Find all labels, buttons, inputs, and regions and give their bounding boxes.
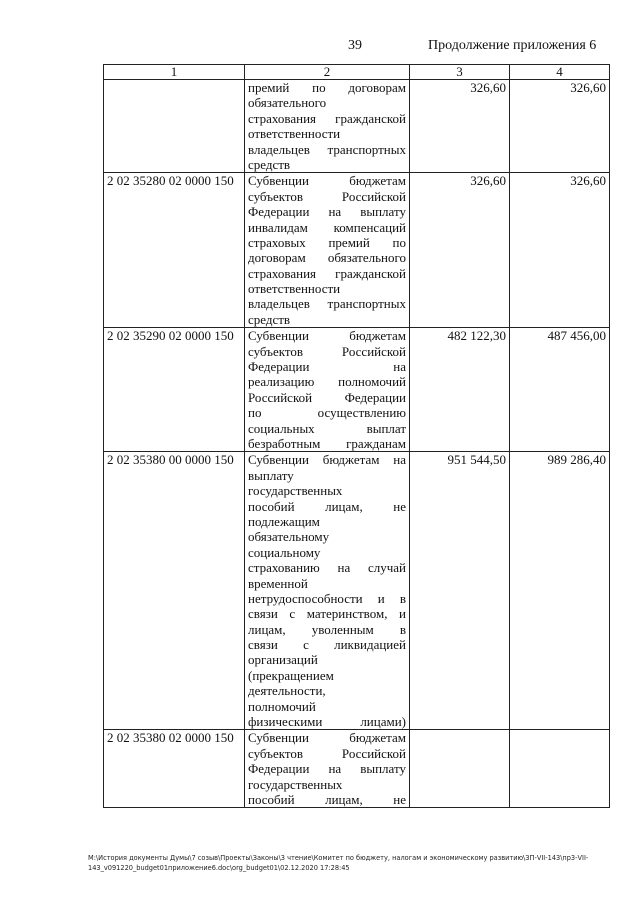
description-line: пособий лицам, не [248,791,406,807]
amount-col4-cell: 487 456,00 [510,328,610,452]
description-line: субъектов Российской [248,343,406,359]
budget-code-cell: 2 02 35290 02 0000 150 [104,328,245,452]
table-header-row [104,65,610,80]
description-cell [245,328,410,452]
description-line: ответственности [248,126,341,142]
description-line: Субвенции бюджетам [248,730,406,746]
description-line: по осуществлению [248,405,406,421]
description-line: связи с ликвидацией [248,637,406,653]
description-line: владельцев транспортных [248,296,406,312]
description-line: Субвенции бюджетам [248,173,406,189]
description-line: средств [248,311,291,327]
description-line: выплату [248,467,294,483]
description-line: государственных [248,776,343,792]
description-line: владельцев транспортных [248,141,406,157]
description-line: Федерации на выплату [248,204,406,220]
table-row [104,328,610,452]
description-line: полномочий [248,698,316,714]
amount-col3-cell: 482 122,30 [410,328,510,452]
column-header: 2 [245,65,410,80]
description-line: реализацию полномочий [248,374,406,390]
description-line: Федерации на выплату [248,761,406,777]
budget-code-cell [104,80,245,173]
table-body [104,80,610,808]
description-line: инвалидам компенсаций [248,219,406,235]
description-line: социальных выплат [248,420,406,436]
table-row [104,80,610,173]
description-line: Российской Федерации [248,389,406,405]
continuation-note: Продолжение приложения 6 [428,38,597,53]
description-cell [245,730,410,808]
description-line: лицам, уволенным в [248,621,406,637]
description-line: государственных [248,483,343,499]
description-line: Федерации на [248,359,406,375]
description-line: обязательного [248,95,327,111]
footer-line: M:\История документы Думы\7 созыв\Проекты\Законы\3 чтение\Комитет по бюджету, налогам и экономическому развитию\ЗП-VII-143\пр3-VII- [88,854,589,862]
description-line: субъектов Российской [248,745,406,761]
description-line: деятельности, [248,683,326,699]
budget-table [103,64,610,808]
description-line: страхования гражданской [248,265,406,281]
description-line: ответственности [248,281,341,297]
amount-col4-cell: 989 286,40 [510,452,610,730]
amount-col3-cell [410,730,510,808]
description-line: (прекращением [248,667,334,683]
budget-code-cell: 2 02 35380 00 0000 150 [104,452,245,730]
description-line: Субвенции бюджетам [248,328,406,344]
amount-col4-cell: 326,60 [510,80,610,173]
table-row [104,452,610,730]
footer-line: 143_v091220_budget01приложение6.doc\org_budget01\02.12.2020 17:28:45 [88,864,350,872]
description-line: средств [248,156,291,172]
description-line: страхования гражданской [248,110,406,126]
amount-col3-cell: 951 544,50 [410,452,510,730]
amount-col3-cell: 326,60 [410,173,510,328]
description-line: страхованию на случай [248,560,406,576]
file-path-footer [88,853,608,873]
description-line: пособий лицам, не [248,498,406,514]
description-line: подлежащим [248,513,320,529]
description-line: нетрудоспособности и в [248,590,406,606]
description-line: Субвенции бюджетам на [248,452,406,468]
description-line: социальному [248,544,321,560]
description-line: страховых премий по [248,234,406,250]
budget-code-cell: 2 02 35380 02 0000 150 [104,730,245,808]
description-cell [245,80,410,173]
amount-col3-cell: 326,60 [410,80,510,173]
description-line: физическими лицами) [248,714,406,730]
column-header: 3 [410,65,510,80]
description-line: временной [248,575,308,591]
description-line: обязательному [248,529,330,545]
column-header: 1 [104,65,245,80]
column-header: 4 [510,65,610,80]
description-line: субъектов Российской [248,188,406,204]
budget-code-cell: 2 02 35280 02 0000 150 [104,173,245,328]
description-cell [245,452,410,730]
table-row [104,173,610,328]
description-cell [245,173,410,328]
page-number: 39 [348,38,362,53]
description-line: организаций [248,652,318,668]
description-line: связи с материнством, и [248,606,406,622]
description-line: премий по договорам [248,80,406,95]
amount-col4-cell [510,730,610,808]
description-line: безработным гражданам [248,435,406,451]
amount-col4-cell: 326,60 [510,173,610,328]
table-row [104,730,610,808]
description-line: договорам обязательного [248,250,406,266]
